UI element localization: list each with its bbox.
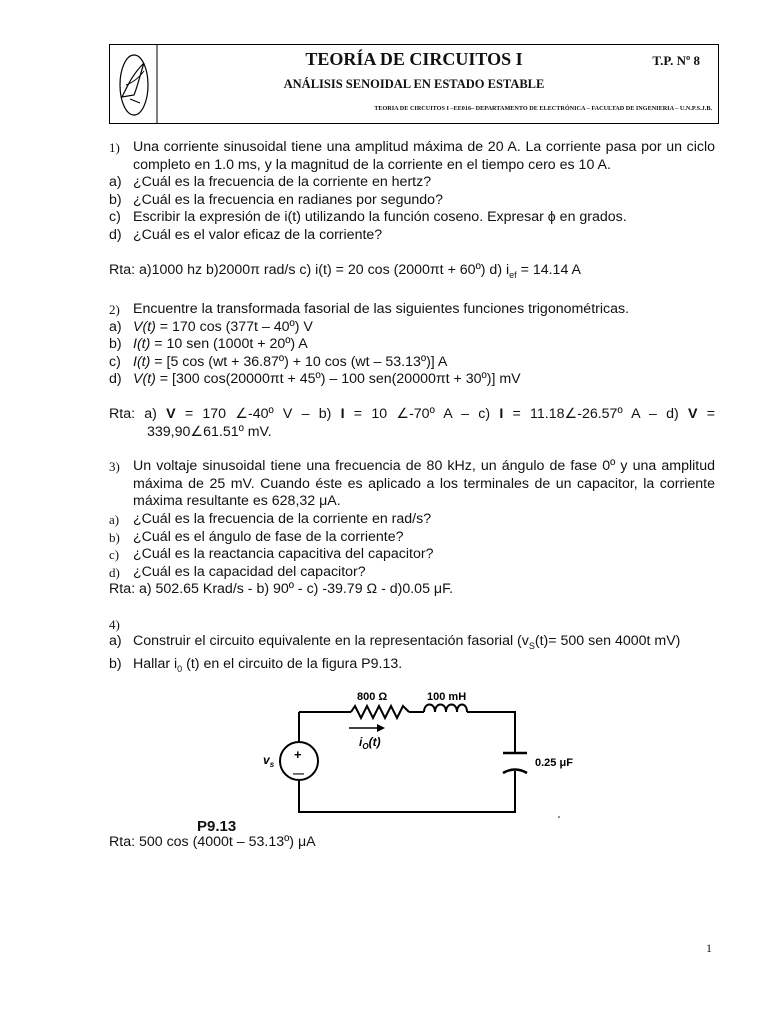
course-title: TEORÍA DE CIRCUITOS I [305,49,523,69]
list-item: d) V(t) = [300 cos(20000πt + 45º) – 100 sen(20000πt + 30º)] mV [109,371,521,388]
resistor-symbol [351,706,409,718]
circuit-diagram [259,688,579,828]
list-item: c) Escribir la expresión de i(t) utilizando la función coseno. Expresar ϕ en grados. [109,209,627,226]
list-item: c) I(t) = [5 cos (wt + 36.87º) + 10 cos (wt – 53.13º)] A [109,353,448,370]
current-label: $i_O(t)$ [359,735,381,752]
list-item: a) ¿Cuál es la frecuencia de la corriente en rad/s? [109,510,432,527]
list-item: d) ¿Cuál es el valor eficaz de la corriente? [109,226,383,243]
list-item: d) ¿Cuál es la capacidad del capacitor? [109,563,366,580]
list-item: b) ¿Cuál es la frecuencia en radianes por segundo? [109,191,443,208]
plus-sign: + [294,747,302,763]
department-line: TEORIA DE CIRCUITOS I –EE016– DEPARTAMENTO DE ELECTRÓNICA – FACULTAD DE INGENIERIA – U.N.P.S.J.B. [374,105,712,112]
inductor-label: 100 mH [427,691,467,704]
problem-2-answer: Rta: a) V = 170 ∠-40º V – b) I = 10 ∠-70º A – c) I = 11.18∠-26.57º A – d) V = [109,405,715,422]
list-item: a) Construir el circuito equivalente en la representación fasorial ($v_S(t)= 500$ sen 4000t mV) [109,633,681,652]
circuit-figure [109,688,715,838]
inductor-symbol [424,705,467,713]
problem-2-answer-cont: 339,90∠61.51º mV. [147,423,272,440]
capacitor-label: 0.25 μF [535,757,573,770]
resistor-label: 800 Ω [357,691,388,704]
source-label: $v_s$ [263,753,275,770]
list-item: b) Hallar $i_0$ (t) en el circuito de la figura P9.13. [109,655,403,674]
topic-subtitle: ANÁLISIS SENOIDAL EN ESTADO ESTABLE [283,77,545,91]
problem-1-answer: Rta: a)1000 hz b)2000π rad/s c) i(t) = 20 cos (2000πt + 60º) d) $i_{ef} = 14.14$ A [109,261,581,280]
list-item: c) ¿Cuál es la reactancia capacitiva del capacitor? [109,546,434,563]
list-item: a) V(t) = 170 cos (377t – 40º) V [109,318,313,335]
problem-3-answer: Rta: a) 502.65 Krad/s - b) 90º - c) -39.79 Ω - d)0.05 μF. [109,581,454,598]
minus-sign: — [293,768,304,781]
problem-3-statement: 3) Un voltaje sinusoidal tiene una frecuencia de 80 kHz, un ángulo de fase 0º y una amplitud máxima de 25 mV. Cuando éste es aplicado a los terminales de un capacitor, la corriente máxima resultante es 628,32 μA. [109,458,715,510]
problem-1-statement: 1) Una corriente sinusoidal tiene una amplitud máxima de 20 A. La corriente pasa por un ciclo completo en 1.0 ms, y la magnitud de la corriente en el tiempo cero es 10 A. [109,139,715,173]
list-item: a) ¿Cuál es la frecuencia de la corriente en hertz? [109,174,432,191]
practice-number: T.P. Nº 8 [652,53,700,68]
problem-4-statement: 4) [109,616,120,632]
list-item: b) ¿Cuál es el ángulo de fase de la corriente? [109,528,404,545]
problem-2-statement: 2) Encuentre la transformada fasorial de las siguientes funciones trigonométricas. [109,300,630,317]
exercise-content [109,139,715,852]
problem-4-answer: Rta: 500 cos (4000t – 53.13º) μA [109,834,316,851]
list-item: b) I(t) = 10 sen (1000t + 20º) A [109,336,308,353]
document-header [109,44,719,124]
figure-label: P9.13 [197,818,237,836]
page-number: 1 [706,941,712,955]
